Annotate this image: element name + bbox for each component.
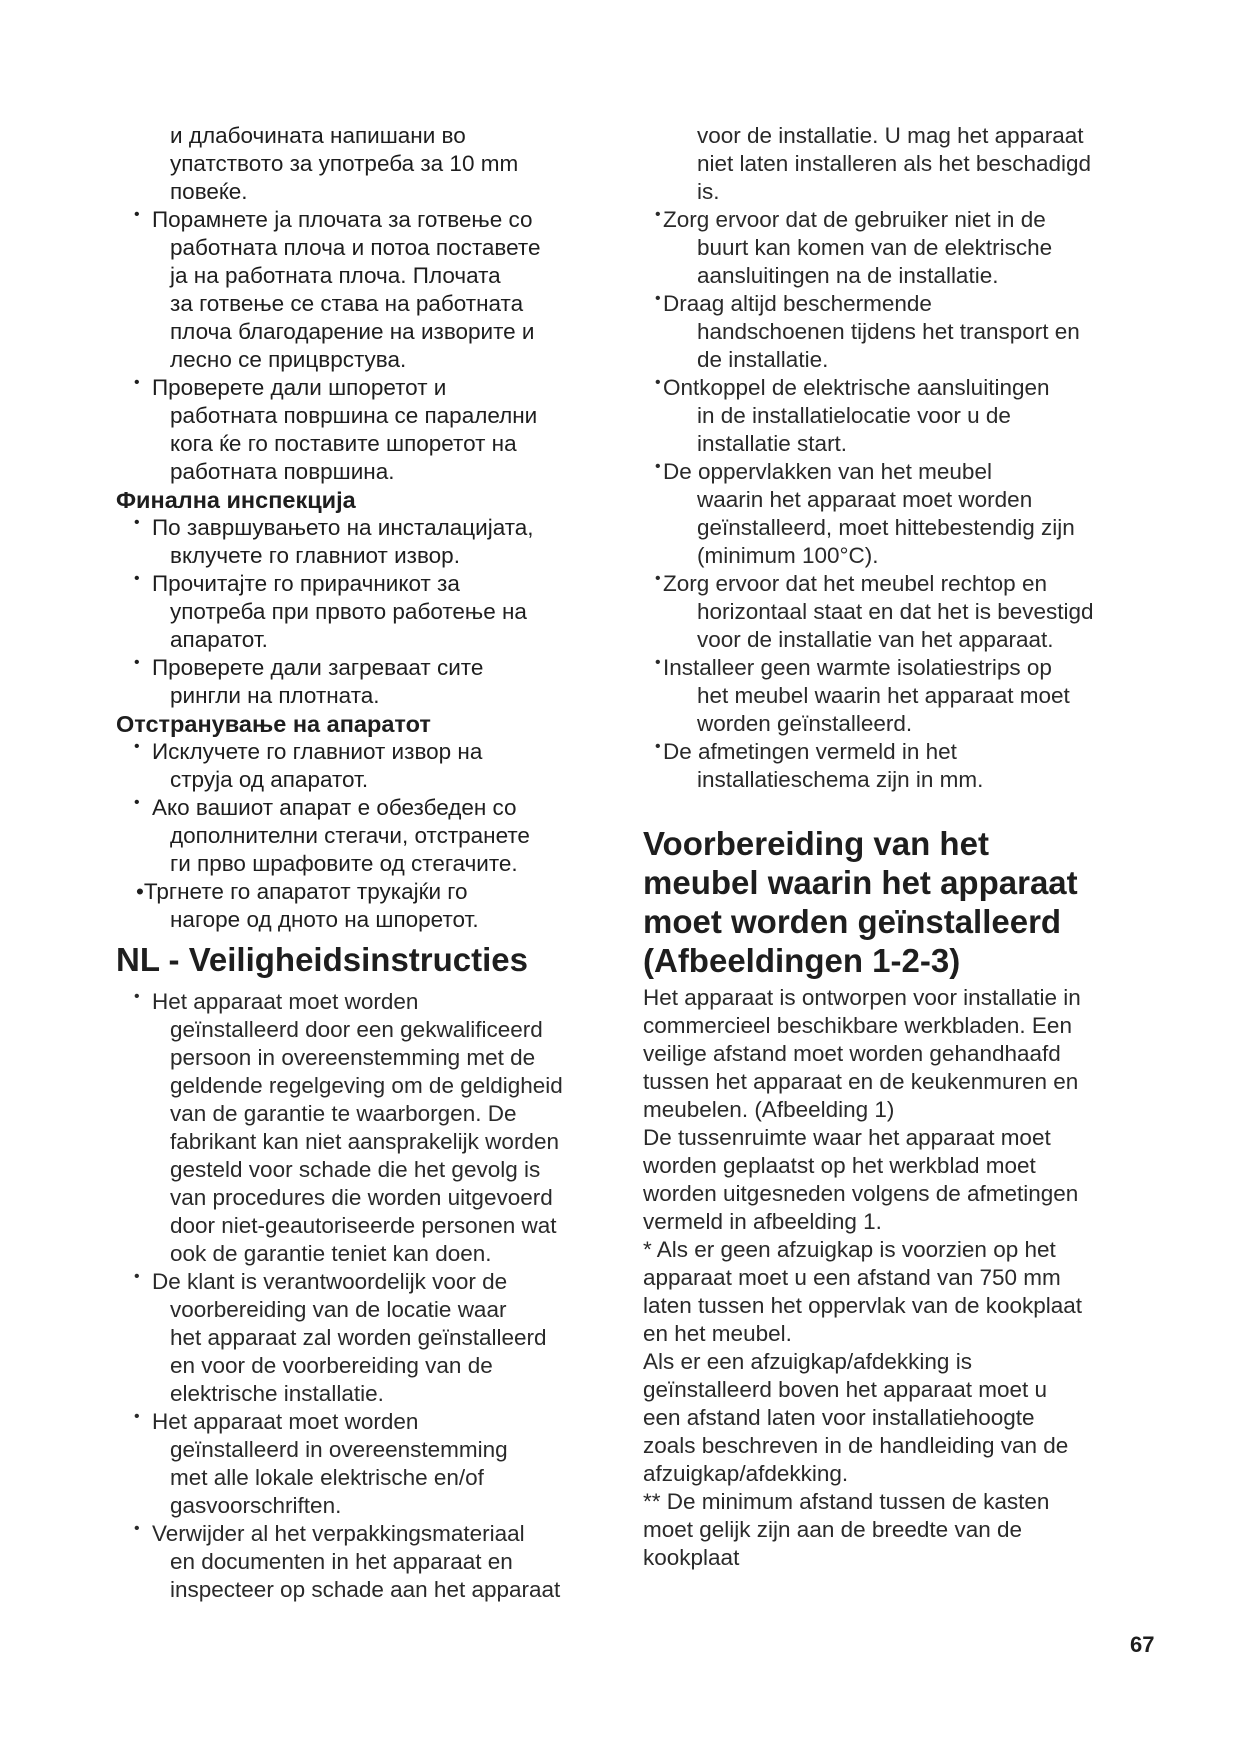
text-line: вклучете го главниот извор. <box>170 543 460 568</box>
text-line: is. <box>697 179 720 204</box>
bullet-icon: • <box>134 1520 140 1537</box>
text-line: работната површина се паралелни <box>170 403 538 428</box>
text-line: ** De minimum afstand tussen de kasten <box>643 1489 1050 1514</box>
bullet-first-line: Draag altijd beschermende <box>663 291 932 316</box>
bullet-item <box>643 290 1153 374</box>
text-line: geldende regelgeving om de geldigheid <box>170 1073 563 1098</box>
intro-continuation <box>116 122 626 206</box>
bullet-item <box>643 458 1153 570</box>
bullet-first-line: По завршувањето на инсталацијата, <box>152 515 534 540</box>
text-line: (minimum 100°C). <box>697 543 879 568</box>
text-line: apparaat moet u een afstand van 750 mm <box>643 1265 1061 1290</box>
bullet-icon: • <box>134 794 140 811</box>
bullet-item <box>116 514 626 570</box>
bullet-item <box>116 738 626 794</box>
text-line: kookplaat <box>643 1545 740 1570</box>
bullet-first-line: Проверете дали загреваат сите <box>152 655 484 680</box>
text-line: повеќе. <box>170 179 248 204</box>
bullet-icon: • <box>134 654 140 671</box>
left-column <box>116 122 626 1604</box>
text-line: voorbereiding van de locatie waar <box>170 1297 507 1322</box>
bullet-first-line: Ontkoppel de elektrische aansluitingen <box>663 375 1050 400</box>
text-line: употреба при првото работење на <box>170 599 527 624</box>
text-line: geïnstalleerd door een gekwalificeerd <box>170 1017 543 1042</box>
text-line: afzuigkap/afdekking. <box>643 1461 849 1486</box>
bullet-icon: • <box>134 988 140 1005</box>
bullet-icon: • <box>134 514 140 531</box>
text-line: van de garantie te waarborgen. De <box>170 1101 517 1126</box>
text-line: worden geplaatst op het werkblad moet <box>643 1153 1036 1178</box>
section-heading-removal: Отстранување на апаратот <box>116 711 431 737</box>
bullet-item <box>116 878 626 934</box>
text-line: струја од апаратот. <box>170 767 369 792</box>
text-line: кога ќе го поставите шпоретот на <box>170 431 517 456</box>
text-line: niet laten installeren als het beschadigd <box>697 151 1092 176</box>
bullet-first-line: Het apparaat moet worden <box>152 1409 419 1434</box>
bullet-icon: • <box>655 206 661 223</box>
bullet-item <box>116 654 626 710</box>
section-heading-cabinet-preparation <box>643 824 1153 980</box>
text-line: плоча благодарение на изворите и <box>170 319 535 344</box>
heading-line: meubel waarin het apparaat <box>643 864 1078 901</box>
text-line: ја на работната плоча. Плочата <box>170 263 501 288</box>
bullet-item <box>643 570 1153 654</box>
text-line: aansluitingen na de installatie. <box>697 263 999 288</box>
bullet-icon: • <box>655 654 661 671</box>
bullet-icon: • <box>134 1408 140 1425</box>
bullet-first-line: Zorg ervoor dat het meubel rechtop en <box>663 571 1047 596</box>
bullet-icon: • <box>655 738 661 755</box>
text-line: in de installatielocatie voor u de <box>697 403 1011 428</box>
text-line: worden uitgesneden volgens de afmetingen <box>643 1181 1079 1206</box>
text-line: Het apparaat is ontworpen voor installatie in <box>643 985 1081 1010</box>
bullet-first-line: Исклучете го главниот извор на <box>152 739 483 764</box>
bullet-item <box>116 988 626 1268</box>
bullet-icon: • <box>655 374 661 391</box>
text-line: meubelen. (Afbeelding 1) <box>643 1097 895 1122</box>
text-line: лесно се прицврстува. <box>170 347 407 372</box>
section-heading-final-inspection: Финална инспекција <box>116 487 356 513</box>
heading-line: moet worden geïnstalleerd <box>643 903 1062 940</box>
bullet-first-line: Installeer geen warmte isolatiestrips op <box>663 655 1052 680</box>
section-heading-nl-safety: NL - Veiligheidsinstructies <box>116 941 529 978</box>
text-line: gesteld voor schade die het gevolg is <box>170 1157 541 1182</box>
text-line: worden geïnstalleerd. <box>697 711 913 736</box>
bullet-first-line: Порамнете ја плочата за готвење со <box>152 207 533 232</box>
text-line: ook de garantie teniet kan doen. <box>170 1241 492 1266</box>
bullet-first-line: Verwijder al het verpakkingsmateriaal <box>152 1521 525 1546</box>
intro-continuation <box>643 122 1153 206</box>
bullet-icon: • <box>134 206 140 223</box>
text-line: voor de installatie van het apparaat. <box>697 627 1054 652</box>
text-line: vermeld in afbeelding 1. <box>643 1209 882 1234</box>
bullet-icon: • <box>655 570 661 587</box>
heading-line: Voorbereiding van het <box>643 825 989 862</box>
text-line: tussen het apparaat en de keukenmuren en <box>643 1069 1079 1094</box>
text-line: laten tussen het oppervlak van de kookplaat <box>643 1293 1083 1318</box>
text-line: installatieschema zijn in mm. <box>697 767 984 792</box>
bullet-first-line: Ако вашиот апарат е обезбеден со <box>152 795 517 820</box>
bullet-first-line: Het apparaat moet worden <box>152 989 419 1014</box>
text-line: buurt kan komen van de elektrische <box>697 235 1053 260</box>
text-line: inspecteer op schade aan het apparaat <box>170 1577 561 1602</box>
bullet-item <box>643 738 1153 794</box>
bullet-item <box>643 206 1153 290</box>
text-line: * Als er geen afzuigkap is voorzien op het <box>643 1237 1056 1262</box>
text-line: fabrikant kan niet aansprakelijk worden <box>170 1129 559 1154</box>
text-line: en voor de voorbereiding van de <box>170 1353 493 1378</box>
text-line: handschoenen tijdens het transport en <box>697 319 1080 344</box>
text-line: het meubel waarin het apparaat moet <box>697 683 1070 708</box>
bullet-item <box>116 1268 626 1408</box>
bullet-item <box>116 794 626 878</box>
text-line: ги прво шрафовите од стегачите. <box>170 851 518 876</box>
text-line: een afstand laten voor installatiehoogte <box>643 1405 1035 1430</box>
text-line: zoals beschreven in de handleiding van de <box>643 1433 1069 1458</box>
bullet-first-line: De oppervlakken van het meubel <box>663 459 992 484</box>
text-line: waarin het apparaat moet worden <box>697 487 1033 512</box>
bullet-first-line: De klant is verantwoordelijk voor de <box>152 1269 508 1294</box>
bullet-first-line: Проверете дали шпоретот и <box>152 375 447 400</box>
text-line: geïnstalleerd, moet hittebestendig zijn <box>697 515 1075 540</box>
text-line: за готвење се става на работната <box>170 291 524 316</box>
right-column <box>643 122 1153 1572</box>
bullet-first-line: De afmetingen vermeld in het <box>663 739 957 764</box>
text-line: geïnstalleerd boven het apparaat moet u <box>643 1377 1048 1402</box>
bullet-item <box>116 1408 626 1520</box>
text-line: het apparaat zal worden geïnstalleerd <box>170 1325 547 1350</box>
bullet-item <box>116 1520 626 1604</box>
bullet-icon: • <box>134 738 140 755</box>
text-line: работната површина. <box>170 459 395 484</box>
text-line: commercieel beschikbare werkbladen. Een <box>643 1013 1072 1038</box>
bullet-first-line: Zorg ervoor dat de gebruiker niet in de <box>663 207 1046 232</box>
page-number: 67 <box>1130 1632 1155 1657</box>
text-line: elektrische installatie. <box>170 1381 384 1406</box>
text-line: persoon in overeenstemming met de <box>170 1045 536 1070</box>
text-line: дополнителни стегачи, отстранете <box>170 823 530 848</box>
heading-line: (Afbeeldingen 1-2-3) <box>643 942 961 979</box>
text-line: voor de installatie. U mag het apparaat <box>697 123 1084 148</box>
bullet-icon: • <box>655 458 661 475</box>
body-paragraph <box>643 984 1153 1572</box>
bullet-first-line: Прочитајте го прирачникот за <box>152 571 460 596</box>
text-line: апаратот. <box>170 627 268 652</box>
bullet-item <box>116 570 626 654</box>
text-line: van procedures die worden uitgevoerd <box>170 1185 553 1210</box>
text-line: moet gelijk zijn aan de breedte van de <box>643 1517 1022 1542</box>
text-line: De tussenruimte waar het apparaat moet <box>643 1125 1051 1150</box>
bullet-first-line: •Тргнете го апаратот трукајќи го <box>136 879 468 904</box>
text-line: met alle lokale elektrische en/of <box>170 1465 484 1490</box>
bullet-item <box>643 654 1153 738</box>
bullet-item <box>643 374 1153 458</box>
bullet-icon: • <box>655 290 661 307</box>
text-line: упатството за употреба за 10 mm <box>170 151 519 176</box>
bullet-item <box>116 206 626 374</box>
text-line: и длабочината напишани во <box>170 123 466 148</box>
text-line: horizontaal staat en dat het is bevestigd <box>697 599 1094 624</box>
text-line: installatie start. <box>697 431 848 456</box>
bullet-icon: • <box>134 570 140 587</box>
bullet-item <box>116 374 626 486</box>
bullet-icon: • <box>134 374 140 391</box>
text-line: de installatie. <box>697 347 829 372</box>
text-line: veilige afstand moet worden gehandhaafd <box>643 1041 1061 1066</box>
text-line: Als er een afzuigkap/afdekking is <box>643 1349 972 1374</box>
text-line: en documenten in het apparaat en <box>170 1549 513 1574</box>
text-line: нагоре од дното на шпоретот. <box>170 907 479 932</box>
text-line: рингли на плотната. <box>170 683 380 708</box>
text-line: door niet-geautoriseerde personen wat <box>170 1213 557 1238</box>
text-line: работната плоча и потоа поставете <box>170 235 541 260</box>
text-line: geïnstalleerd in overeenstemming <box>170 1437 508 1462</box>
text-line: en het meubel. <box>643 1321 792 1346</box>
text-line: gasvoorschriften. <box>170 1493 342 1518</box>
bullet-icon: • <box>134 1268 140 1285</box>
